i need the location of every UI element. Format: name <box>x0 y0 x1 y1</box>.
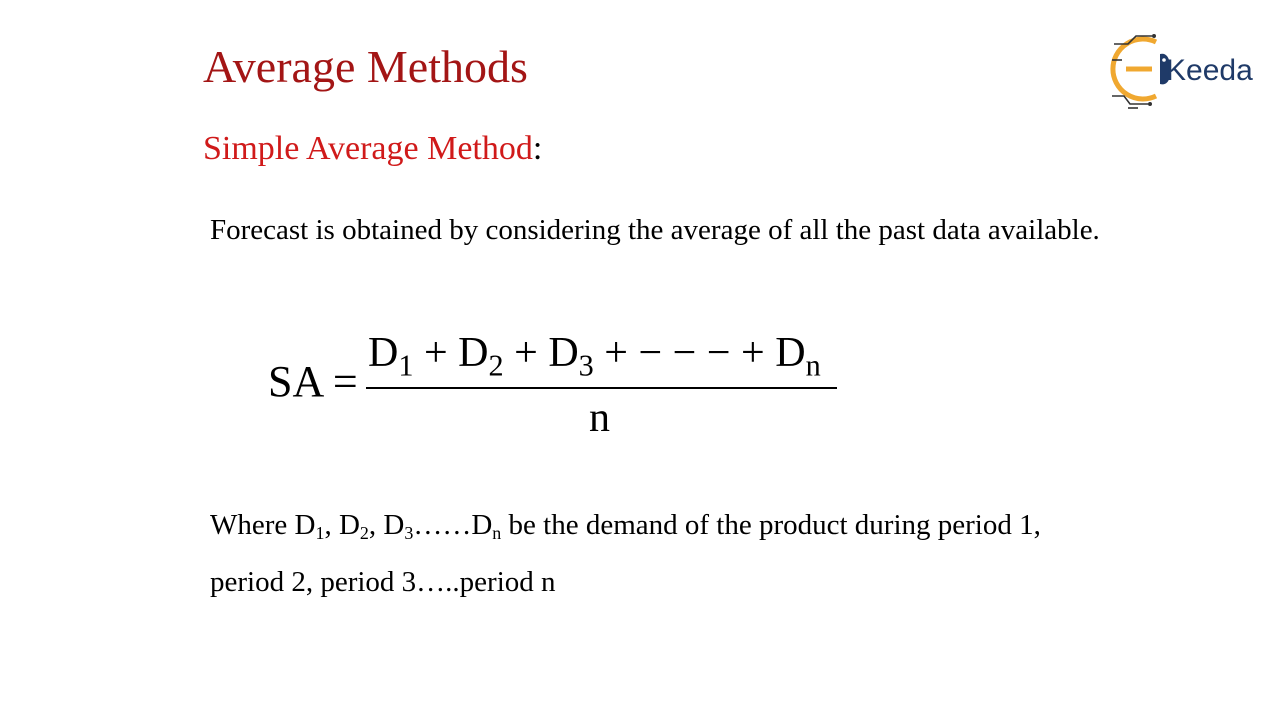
where-paragraph: Where $D_1$, $D_2$, $D_3\dots\dots D_n$ be the demand of the product during period 1, period 2, period 3…..period n <box>210 509 1041 598</box>
fraction-bar <box>366 387 837 389</box>
slide-subtitle <box>203 132 542 166</box>
term-dn: $D_n$ <box>775 330 821 383</box>
subtitle-method-name: Simple Average Method <box>203 130 533 167</box>
formula-numerator <box>368 330 821 383</box>
ellipsis-operators: + − − − + <box>604 330 765 376</box>
subtitle-colon: : <box>532 130 543 167</box>
term-d2: $D_2$ <box>458 330 504 383</box>
formula-lhs <box>268 357 358 406</box>
formula-denominator: n <box>589 395 610 441</box>
logo-wordmark: Keeda <box>1166 54 1253 87</box>
slide-title: Average Methods <box>203 41 528 92</box>
plus-operator: + <box>423 330 448 376</box>
plus-operator: + <box>514 330 538 376</box>
formula-lhs-symbol: SA <box>268 357 322 406</box>
term-d1: $D_1$ <box>368 330 414 383</box>
definition-paragraph: Forecast is obtained by considering the average of all the past data available. <box>210 214 1100 246</box>
formula-equals: = <box>332 357 358 406</box>
term-d3: $D_3$ <box>548 330 594 383</box>
